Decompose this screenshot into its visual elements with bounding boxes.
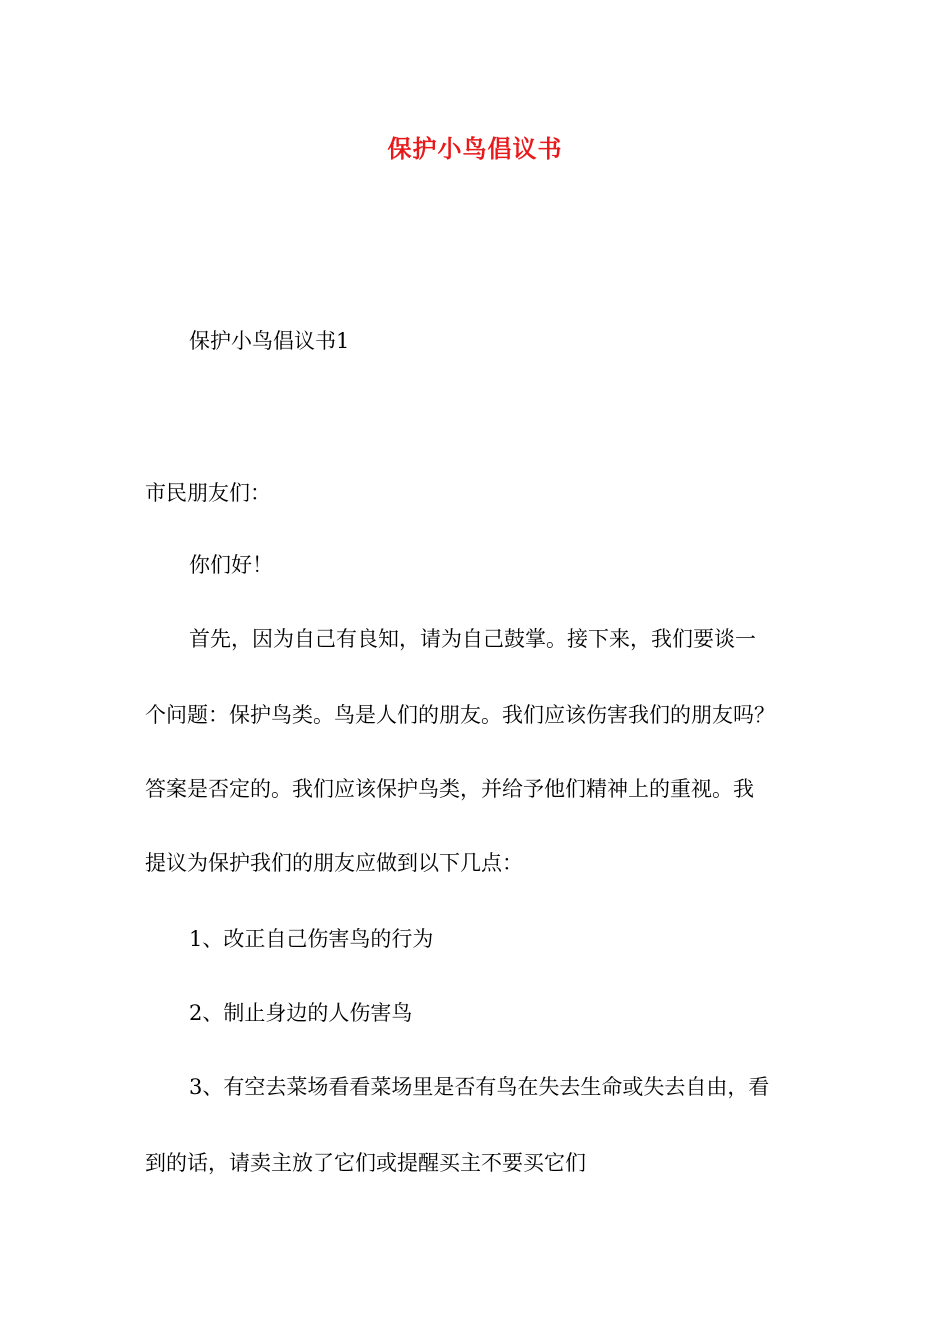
list-item: 2、制止身边的人伤害鸟 [189,1001,413,1025]
greeting: 你们好！ [189,553,273,577]
paragraph-line: 答案是否定的。我们应该保护鸟类，并给予他们精神上的重视。我 [145,777,754,801]
paragraph-line: 首先，因为自己有良知，请为自己鼓掌。接下来，我们要谈一 [189,627,756,651]
paragraph-line: 个问题：保护鸟类。鸟是人们的朋友。我们应该伤害我们的朋友吗？ [145,703,775,727]
section-heading: 保护小鸟倡议书1 [189,329,350,353]
list-item: 3、有空去菜场看看菜场里是否有鸟在失去生命或失去自由，看 [189,1075,770,1099]
document-title: 保护小鸟倡议书 [387,134,563,163]
salutation: 市民朋友们： [145,481,271,505]
paragraph-line: 提议为保护我们的朋友应做到以下几点： [145,851,523,875]
list-item-continuation: 到的话，请卖主放了它们或提醒买主不要买它们 [145,1151,586,1175]
list-item: 1、改正自己伤害鸟的行为 [189,927,434,951]
